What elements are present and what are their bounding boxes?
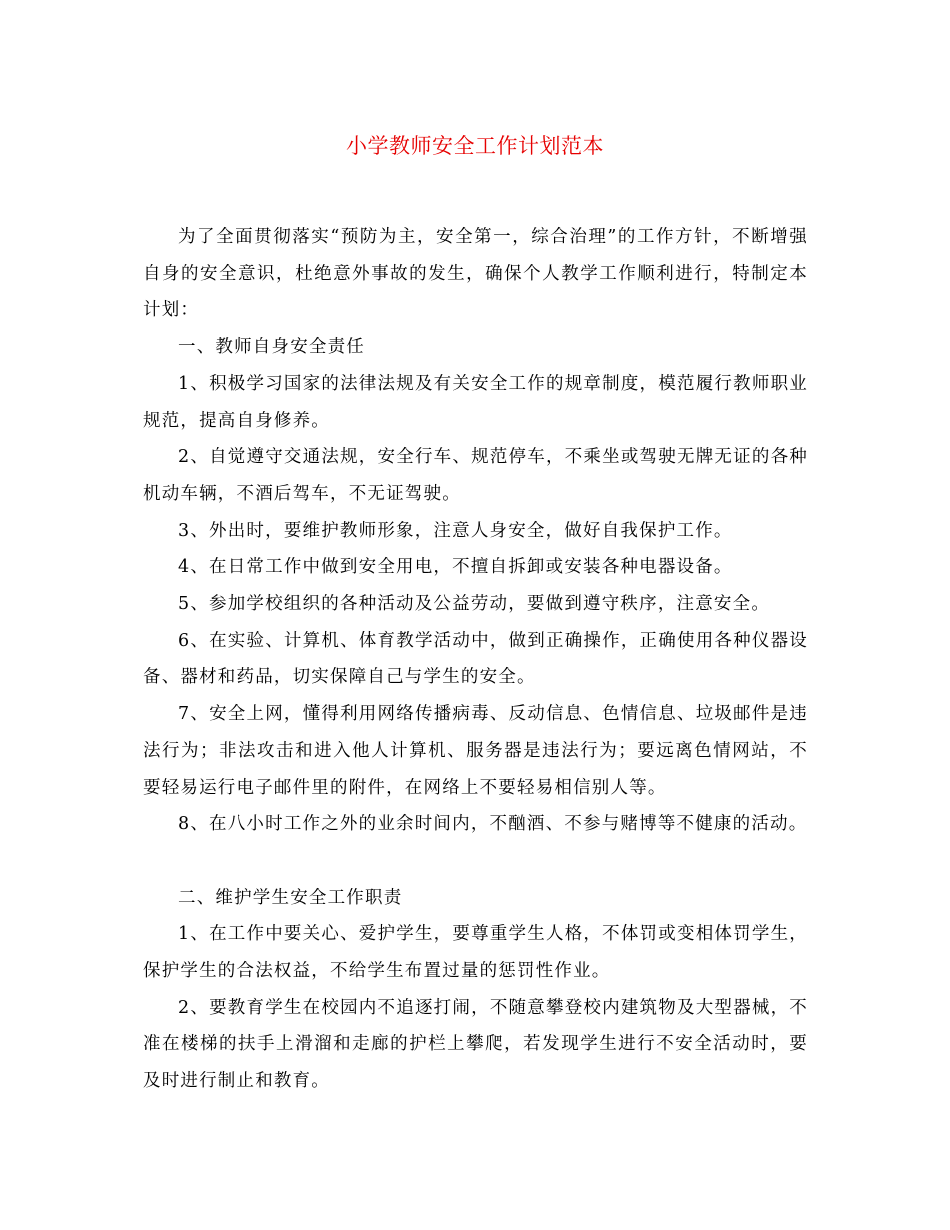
section-spacer — [143, 843, 808, 880]
section2-item: 1、在工作中要关心、爱护学生，要尊重学生人格，不体罚或变相体罚学生，保护学生的合法权益，不给学生布置过量的惩罚性作业。 — [143, 924, 808, 982]
section2-heading: 二、维护学生安全工作职责 — [178, 887, 403, 908]
section1-item: 5、参加学校组织的各种活动及公益劳动，要做到遵守秩序，注意安全。 — [178, 594, 771, 615]
section1-item: 8、在八小时工作之外的业余时间内，不酗酒、不参与赌博等不健康的活动。 — [178, 814, 808, 835]
document-title: 小学教师安全工作计划范本 — [346, 134, 604, 158]
section1-heading: 一、教师自身安全责任 — [178, 337, 365, 358]
section1-item: 7、安全上网，懂得利用网络传播病毒、反动信息、色情信息、垃圾邮件是违法行为；非法攻击和进入他人计算机、服务器是违法行为；要远离色情网站，不要轻易运行电子邮件里的附件，在网络上不要轻易相信别人等。 — [143, 704, 808, 798]
section1-item: 1、积极学习国家的法律法规及有关安全工作的规章制度，模范履行教师职业规范，提高自身修养。 — [143, 373, 808, 431]
section2-item: 2、要教育学生在校园内不追逐打闹，不随意攀登校内建筑物及大型器械，不准在楼梯的扶手上滑溜和走廊的护栏上攀爬，若发现学生进行不安全活动时，要及时进行制止和教育。 — [143, 997, 808, 1092]
section1-item: 3、外出时，要维护教师形象，注意人身安全，做好自我保护工作。 — [178, 520, 733, 541]
section1-item: 2、自觉遵守交通法规，安全行车、规范停车，不乘坐或驾驶无牌无证的各种机动车辆，不酒后驾车，不无证驾驶。 — [143, 447, 808, 504]
section1-item: 4、在日常工作中做到安全用电，不擅自拆卸或安装各种电器设备。 — [178, 557, 733, 578]
document-body — [143, 219, 808, 1100]
intro-paragraph: 为了全面贯彻落实“预防为主，安全第一，综合治理”的工作方针，不断增强自身的安全意识，杜绝意外事故的发生，确保个人教学工作顺利进行，特制定本计划： — [143, 227, 808, 321]
section1-item: 6、在实验、计算机、体育教学活动中，做到正确操作，正确使用各种仪器设备、器材和药品，切实保障自己与学生的安全。 — [143, 630, 808, 688]
